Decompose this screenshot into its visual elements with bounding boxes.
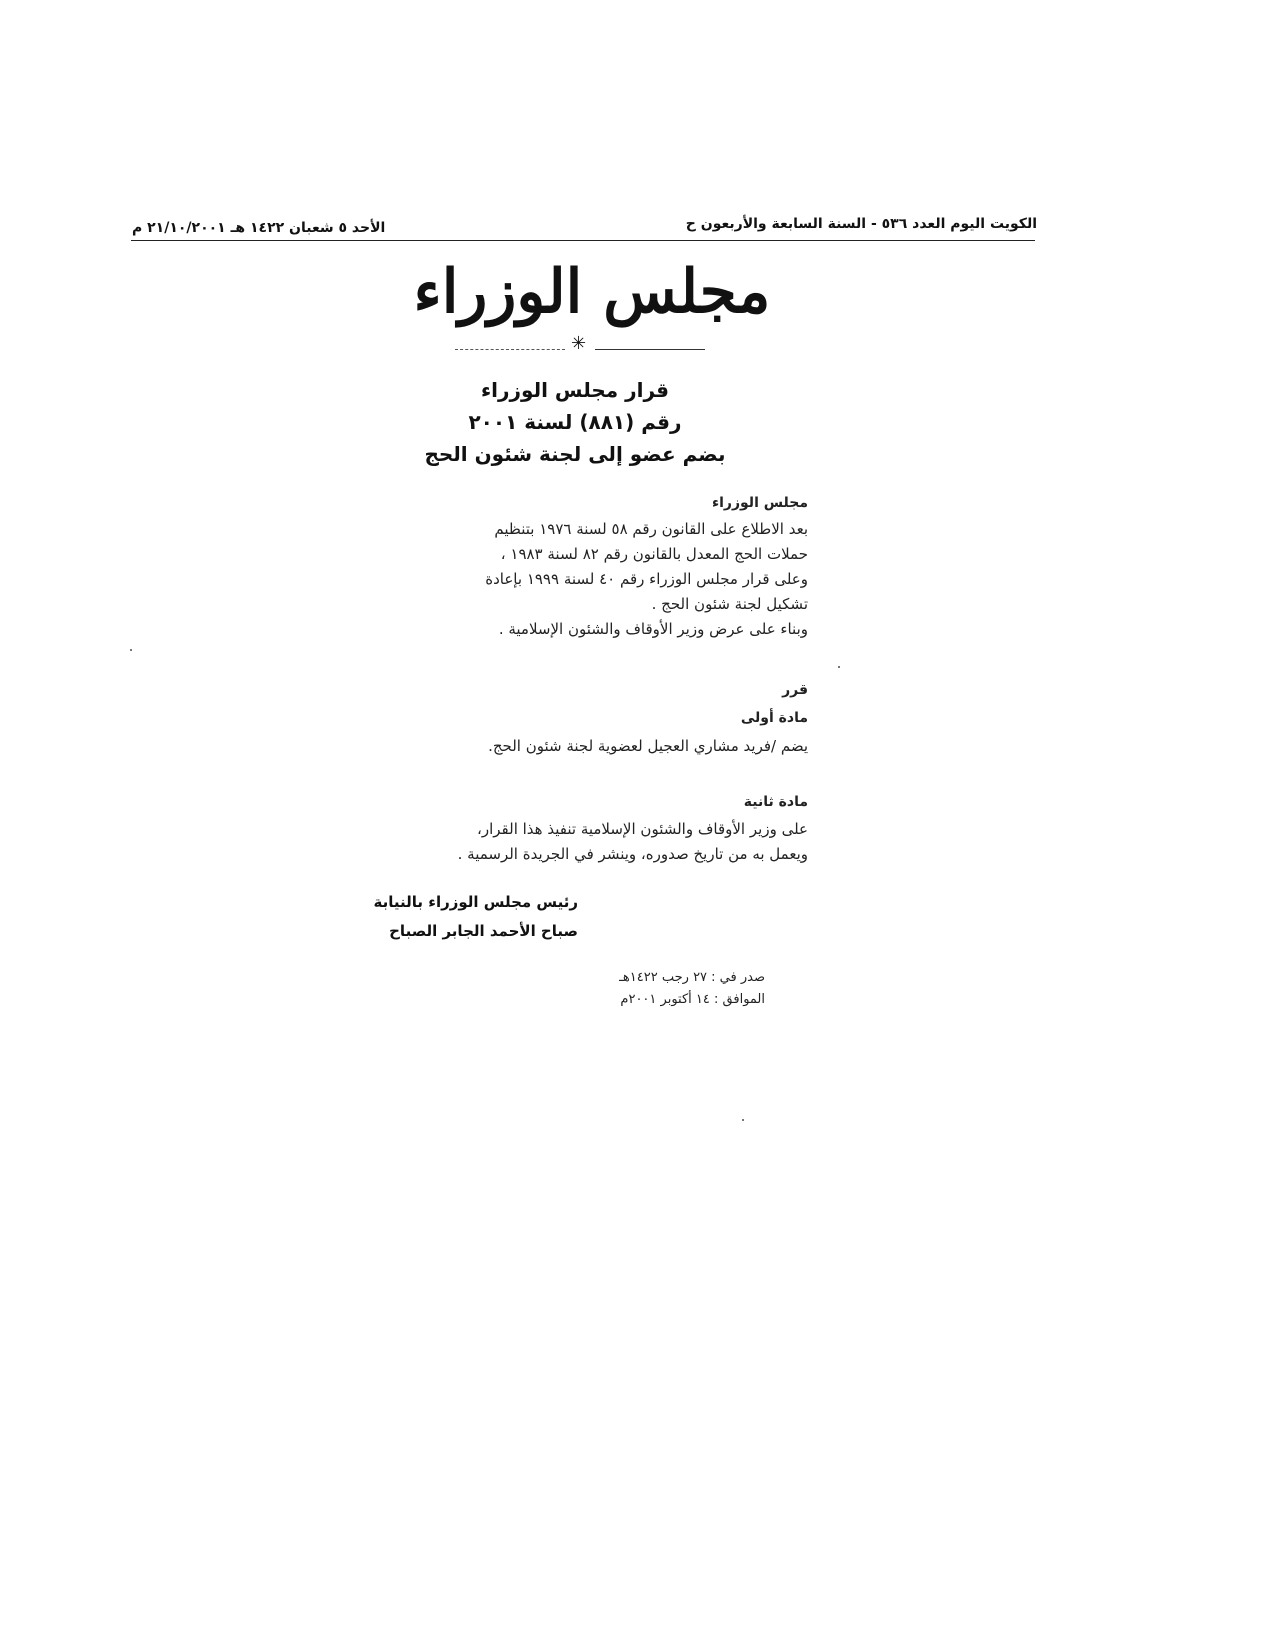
signatory-name: صباح الأحمد الجابر الصباح bbox=[389, 922, 578, 940]
preamble-paragraph-line: حملات الحج المعدل بالقانون رقم ٨٢ لسنة ١٩٨٣ ، bbox=[500, 545, 808, 563]
scan-speck bbox=[130, 649, 132, 651]
ornament-dashed-line bbox=[455, 349, 565, 350]
gazette-header-issue: الكويت اليوم العدد ٥٣٦ - السنة السابعة والأربعون ح bbox=[685, 216, 1037, 232]
preamble-paragraph-line: بعد الاطلاع على القانون رقم ٥٨ لسنة ١٩٧٦ بتنظيم bbox=[494, 520, 808, 538]
scan-speck bbox=[838, 666, 840, 668]
article-1-text: يضم /فريد مشاري العجيل لعضوية لجنة شئون الحج. bbox=[488, 737, 808, 755]
issue-date-hijri: صدر في : ٢٧ رجب ١٤٢٢هـ bbox=[619, 970, 765, 985]
ornament-solid-line bbox=[595, 349, 705, 350]
article-2-text: على وزير الأوقاف والشئون الإسلامية تنفيذ هذا القرار، bbox=[477, 820, 808, 838]
decree-number: رقم (٨٨١) لسنة ٢٠٠١ bbox=[468, 410, 682, 434]
article-2-text: ويعمل به من تاريخ صدوره، وينشر في الجريدة الرسمية . bbox=[457, 845, 808, 863]
decision-label: قرر bbox=[782, 682, 808, 698]
decree-subject: بضم عضو إلى لجنة شئون الحج bbox=[424, 442, 726, 466]
gazette-header-date: الأحد ٥ شعبان ١٤٢٢ هـ ٢١/١٠/٢٠٠١ م bbox=[132, 220, 386, 236]
issue-date-gregorian: الموافق : ١٤ أكتوبر ٢٠٠١م bbox=[620, 992, 765, 1007]
article-1-title: مادة أولى bbox=[740, 710, 808, 726]
decree-title: قرار مجلس الوزراء bbox=[480, 378, 670, 402]
star-ornament-icon: ✳ bbox=[571, 333, 587, 354]
section-masthead: مجلس الوزراء bbox=[413, 257, 771, 327]
preamble-paragraph-line: وبناء على عرض وزير الأوقاف والشئون الإسلامية . bbox=[498, 620, 808, 638]
preamble-paragraph-line: تشكيل لجنة شئون الحج . bbox=[651, 595, 808, 613]
masthead-ornament bbox=[455, 333, 705, 360]
article-2-title: مادة ثانية bbox=[743, 794, 808, 810]
signatory-title: رئيس مجلس الوزراء بالنيابة bbox=[373, 893, 578, 911]
preamble-paragraph-line: وعلى قرار مجلس الوزراء رقم ٤٠ لسنة ١٩٩٩ بإعادة bbox=[485, 570, 808, 588]
preamble-lead: مجلس الوزراء bbox=[711, 495, 808, 511]
scan-speck bbox=[742, 1119, 744, 1121]
header-divider bbox=[131, 240, 1035, 241]
